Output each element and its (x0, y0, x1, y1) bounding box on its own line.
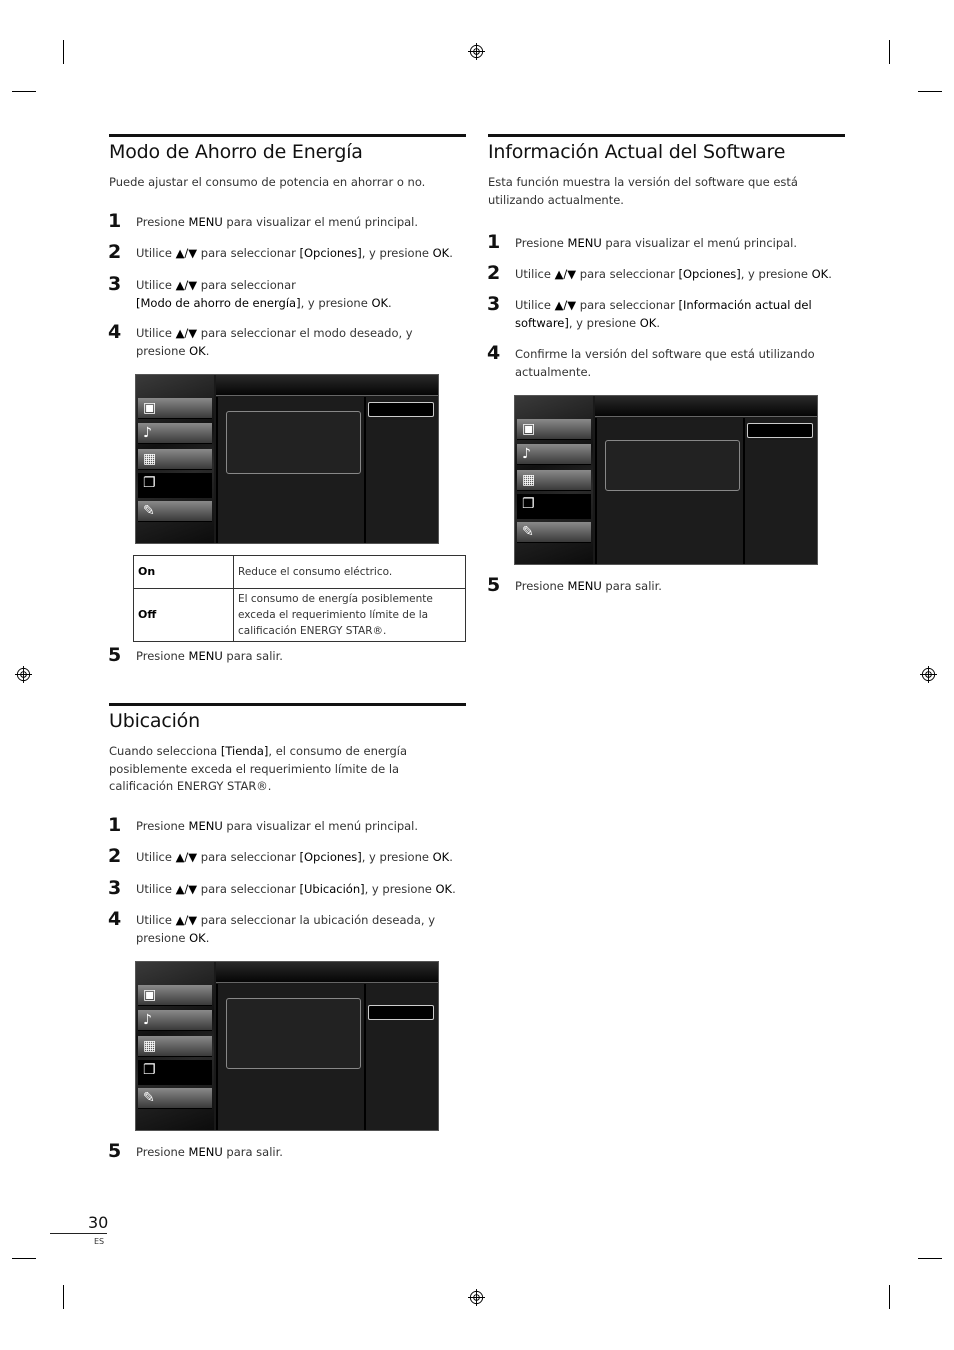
registration-mark-icon (468, 1289, 485, 1306)
table-row (134, 589, 466, 642)
setup-icon: ✎ (143, 503, 155, 519)
crop-mark (12, 1258, 36, 1259)
step-number: 3 (108, 877, 122, 899)
menu-item-options (138, 473, 212, 498)
step-number: 3 (487, 293, 501, 315)
page-number-rule (50, 1233, 107, 1234)
menu-options-panel (364, 397, 438, 543)
grid-icon: ▦ (143, 451, 157, 467)
copy-icon: ❐ (143, 475, 156, 491)
menu-item-picture (517, 419, 591, 440)
setup-icon: ✎ (522, 524, 534, 540)
step-text: Utilice ▲/▼ para seleccionar [Opciones], y presione OK. (515, 267, 832, 281)
step-number: 2 (108, 241, 122, 263)
step-text: Confirme la versión del software que está utilizando actualmente. (515, 347, 815, 379)
section-rule (488, 134, 845, 137)
step-number: 2 (108, 845, 122, 867)
step-text: Presione MENU para salir. (136, 649, 283, 663)
step-number: 5 (108, 644, 122, 666)
table-row (134, 556, 466, 589)
table-desc: El consumo de energía posiblemente exceda el requerimiento límite de la calificación ENERGY STAR®. (234, 589, 466, 642)
page-number: 30 (88, 1213, 109, 1232)
step-number: 4 (108, 908, 122, 930)
music-note-icon: ♪ (143, 425, 152, 441)
step-text: Utilice ▲/▼ para seleccionar [Modo de ahorro de energía], y presione OK. (136, 278, 392, 310)
step-text: Presione MENU para salir. (136, 1145, 283, 1159)
menu-option-selected (368, 1005, 434, 1020)
menu-item-options (517, 494, 591, 519)
registration-mark-icon (468, 43, 485, 60)
crop-mark (12, 91, 36, 92)
crop-mark (63, 1285, 64, 1309)
menu-item-picture (138, 398, 212, 419)
menu-content-box (226, 411, 361, 474)
picture-icon: ▣ (143, 987, 157, 1003)
menu-item-setup (138, 449, 212, 470)
copy-icon: ❐ (522, 496, 535, 512)
grid-icon: ▦ (522, 472, 536, 488)
table-desc: Reduce el consumo eléctrico. (234, 556, 466, 589)
step-number: 5 (487, 574, 501, 596)
section-rule (109, 703, 466, 706)
step-text: Utilice ▲/▼ para seleccionar [Información actual del software], y presione OK. (515, 298, 812, 330)
menu-item-options (138, 1060, 212, 1085)
section-intro: Puede ajustar el consumo de potencia en ahorrar o no. (109, 175, 426, 189)
menu-topbar (595, 396, 817, 417)
picture-icon: ▣ (522, 421, 536, 437)
crop-mark (918, 1258, 942, 1259)
table-key: On (134, 556, 234, 589)
registration-mark-icon (15, 666, 32, 683)
picture-icon: ▣ (143, 400, 157, 416)
section-title-location: Ubicación (109, 710, 200, 732)
table-key: Off (134, 589, 234, 642)
menu-item-setup (517, 470, 591, 491)
section-intro: Cuando selecciona [Tienda], el consumo de energía posiblemente exceda el requerimiento límite de la calificación ENERGY STAR®. (109, 744, 408, 793)
language-code: ES (94, 1237, 105, 1246)
music-note-icon: ♪ (143, 1012, 152, 1028)
step-text: Presione MENU para visualizar el menú principal. (515, 236, 798, 250)
step-number: 2 (487, 262, 501, 284)
step-number: 3 (108, 273, 122, 295)
grid-icon: ▦ (143, 1038, 157, 1054)
crop-mark (918, 91, 942, 92)
step-number: 1 (108, 814, 122, 836)
menu-option-selected (368, 402, 434, 417)
registration-mark-icon (920, 666, 937, 683)
section-rule (109, 134, 466, 137)
copy-icon: ❐ (143, 1062, 156, 1078)
step-text: Utilice ▲/▼ para seleccionar la ubicación deseada, y presione OK. (136, 913, 436, 945)
section-title-software: Información Actual del Software (488, 141, 786, 163)
menu-content-box (226, 998, 361, 1069)
section-title-energy: Modo de Ahorro de Energía (109, 141, 363, 163)
crop-mark (889, 1285, 890, 1309)
step-number: 1 (108, 210, 122, 232)
tv-menu-screenshot (135, 374, 439, 544)
tv-menu-screenshot (514, 395, 818, 565)
menu-item-language (517, 522, 591, 543)
crop-mark (889, 40, 890, 64)
section-intro: Esta función muestra la versión del software que está utilizando actualmente. (488, 175, 798, 207)
step-number: 4 (487, 342, 501, 364)
menu-content-box (605, 440, 740, 491)
menu-item-picture (138, 985, 212, 1006)
step-number: 4 (108, 321, 122, 343)
menu-options-panel (743, 418, 817, 564)
setup-icon: ✎ (143, 1090, 155, 1106)
menu-item-sound (138, 1010, 212, 1031)
step-text: Utilice ▲/▼ para seleccionar [Opciones], y presione OK. (136, 246, 453, 260)
menu-option-selected (747, 423, 813, 438)
tv-menu-screenshot (135, 961, 439, 1131)
menu-item-language (138, 1088, 212, 1109)
menu-item-sound (138, 423, 212, 444)
music-note-icon: ♪ (522, 446, 531, 462)
step-text: Utilice ▲/▼ para seleccionar [Opciones], y presione OK. (136, 850, 453, 864)
menu-topbar (216, 962, 438, 983)
step-text: Presione MENU para visualizar el menú principal. (136, 819, 419, 833)
menu-topbar (216, 375, 438, 396)
menu-item-language (138, 501, 212, 522)
step-text: Presione MENU para salir. (515, 579, 662, 593)
step-number: 5 (108, 1140, 122, 1162)
menu-item-sound (517, 444, 591, 465)
menu-item-setup (138, 1036, 212, 1057)
step-text: Presione MENU para visualizar el menú principal. (136, 215, 419, 229)
step-number: 1 (487, 231, 501, 253)
step-text: Utilice ▲/▼ para seleccionar [Ubicación], y presione OK. (136, 882, 456, 896)
crop-mark (63, 40, 64, 64)
step-text: Utilice ▲/▼ para seleccionar el modo deseado, y presione OK. (136, 326, 413, 358)
mode-table (133, 555, 466, 642)
